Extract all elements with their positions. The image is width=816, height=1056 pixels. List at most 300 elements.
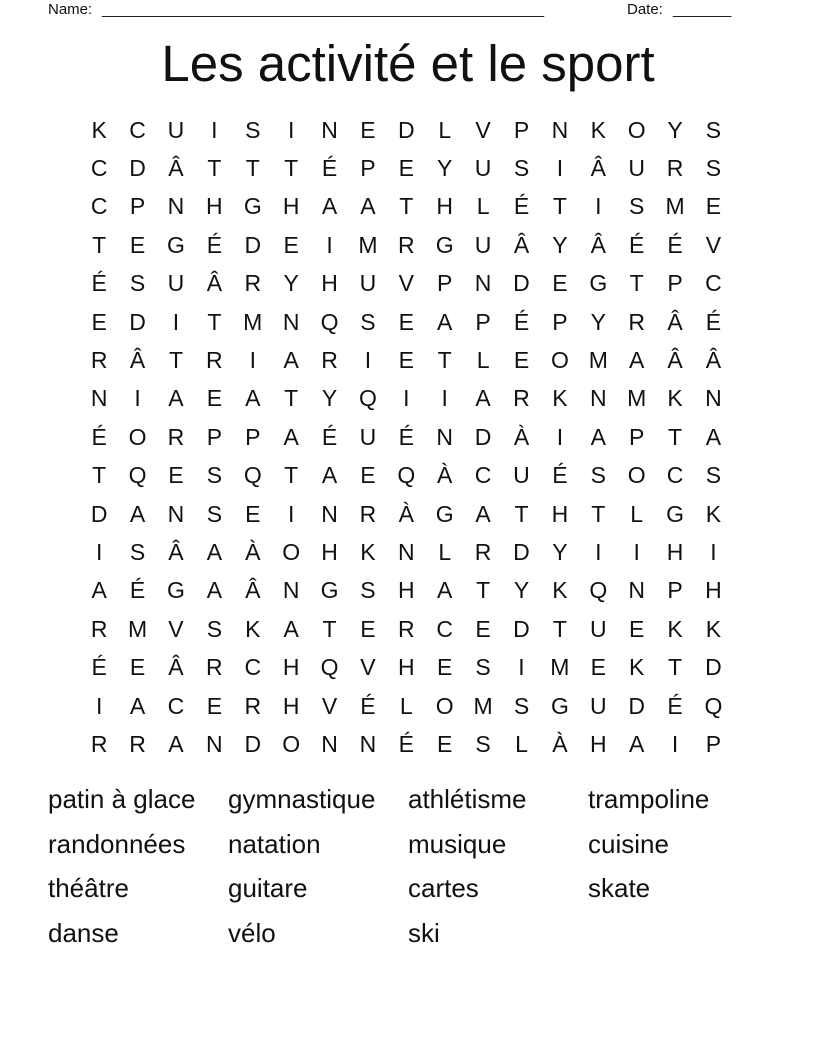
grid-letter: Y [590,308,606,335]
grid-letter: K [91,116,107,143]
grid-letter: I [364,347,372,374]
grid-letter: Q [704,692,723,719]
page-title: Les activité et le sport [161,35,655,92]
grid-letter: É [398,423,414,450]
grid-letter: S [245,116,261,143]
grid-letter: À [398,500,414,527]
grid-letter: P [206,423,223,450]
grid-letter: P [705,730,722,757]
grid-letter: Q [397,462,416,489]
grid-letter: A [129,692,146,719]
grid-letter: Â [513,231,530,258]
grid-letter: D [513,270,530,297]
grid-letter: T [668,654,683,681]
grid-letter: P [475,308,491,335]
grid-letter: H [398,654,415,681]
grid-letter: E [552,270,568,297]
grid-letter: É [321,155,338,182]
word-list-item: randonnées [48,828,186,859]
grid-letter: K [628,654,645,681]
grid-letter: N [282,308,300,335]
grid-letter: A [628,347,645,374]
grid-letter: É [91,270,107,297]
grid-letter: C [244,654,262,681]
word-list-item: musique [408,828,507,859]
grid-letter: À [245,538,261,565]
grid-letter: T [591,500,606,527]
grid-letter: O [627,462,646,489]
grid-letter: V [321,692,338,719]
word-list-item: cartes [408,873,479,903]
grid-letter: D [513,615,530,642]
grid-letter: É [360,692,376,719]
grid-letter: O [128,423,147,450]
grid-letter: N [436,423,454,450]
grid-letter: U [628,155,645,182]
grid-letter: C [474,462,492,489]
grid-letter: D [705,654,722,681]
grid-letter: N [167,193,185,220]
grid-letter: O [627,116,646,143]
grid-letter: R [206,654,223,681]
grid-letter: U [513,462,530,489]
grid-letter: A [437,308,453,335]
grid-letter: S [475,654,491,681]
grid-letter: Q [320,654,339,681]
grid-letter: A [245,385,261,412]
grid-letter: R [206,347,223,374]
grid-letter: A [206,577,223,604]
grid-letter: I [287,116,295,143]
grid-letter: I [633,538,640,565]
word-list-item: natation [228,828,321,859]
grid-letter: P [667,270,683,297]
grid-letter: N [705,385,722,412]
date-blank-line: _______ [673,1,732,18]
grid-letter: É [667,692,683,719]
word-search-grid [80,111,733,764]
grid-letter: I [710,538,717,565]
grid-letter: M [358,231,378,258]
grid-letter: I [441,385,448,412]
grid-letter: E [705,193,722,220]
grid-letter: U [474,231,492,258]
grid-letter: L [476,193,490,220]
grid-letter: S [206,462,223,489]
grid-letter: L [476,347,490,374]
grid-letter: H [321,270,338,297]
grid-letter: O [550,347,569,374]
grid-letter: M [550,654,570,681]
grid-letter: Y [552,231,568,258]
grid-letter: L [438,538,452,565]
grid-letter: E [628,615,645,642]
grid-letter: S [628,193,645,220]
grid-letter: S [513,692,530,719]
grid-letter: E [206,385,223,412]
grid-letter: N [321,500,338,527]
grid-letter: Q [128,462,147,489]
grid-letter: P [667,577,683,604]
grid-letter: D [474,423,492,450]
grid-letter: T [284,155,299,182]
grid-letter: É [321,423,338,450]
grid-letter: G [435,231,454,258]
grid-letter: Q [589,577,608,604]
grid-letter: I [403,385,410,412]
grid-letter: É [552,462,568,489]
grid-letter: Q [243,462,262,489]
grid-letter: E [398,308,414,335]
grid-letter: A [321,193,338,220]
grid-letter: Y [283,270,299,297]
word-list-item: trampoline [588,784,710,814]
grid-letter: N [206,730,223,757]
grid-letter: T [168,347,183,374]
grid-letter: L [438,116,452,143]
grid-letter: T [245,155,260,182]
grid-letter: G [435,500,454,527]
grid-letter: M [588,347,608,374]
grid-letter: Â [705,347,722,374]
grid-letter: R [666,155,684,182]
name-label: Name: [48,1,93,18]
grid-letter: É [628,231,645,258]
grid-letter: G [666,500,684,527]
grid-letter: T [284,385,299,412]
word-list-item: gymnastique [228,784,376,814]
grid-letter: C [90,155,108,182]
grid-letter: U [167,270,185,297]
word-list-item: skate [588,873,651,903]
grid-letter: H [705,577,722,604]
grid-letter: E [129,654,146,681]
grid-letter: Â [168,538,184,565]
grid-letter: H [398,577,415,604]
grid-letter: V [168,615,184,642]
grid-letter: À [437,462,453,489]
grid-letter: T [476,577,491,604]
grid-letter: C [129,116,146,143]
grid-letter: S [360,577,376,604]
grid-letter: Â [168,654,184,681]
grid-letter: G [320,577,339,604]
word-list-item: athlétisme [408,784,527,814]
grid-letter: R [628,308,645,335]
grid-letter: P [245,423,261,450]
grid-letter: E [398,347,414,374]
grid-letter: M [128,615,148,642]
grid-letter: G [550,692,569,719]
grid-letter: E [360,462,376,489]
grid-letter: R [90,730,108,757]
grid-letter: A [475,385,491,412]
grid-letter: H [436,193,454,220]
date-label: Date: [627,1,663,18]
grid-letter: E [206,692,223,719]
grid-letter: T [322,615,337,642]
grid-letter: N [167,500,185,527]
grid-letter: L [399,692,413,719]
grid-letter: V [705,231,722,258]
grid-letter: U [359,423,377,450]
grid-letter: A [705,423,722,450]
grid-letter: H [282,692,300,719]
grid-letter: U [474,155,492,182]
grid-letter: K [667,385,683,412]
grid-letter: R [398,231,415,258]
grid-letter: T [668,423,683,450]
grid-letter: R [474,538,492,565]
grid-letter: A [283,615,299,642]
grid-letter: A [628,730,645,757]
grid-letter: P [628,423,645,450]
grid-letter: Y [513,577,530,604]
grid-letter: K [705,500,722,527]
grid-letter: E [437,654,453,681]
grid-letter: C [666,462,684,489]
grid-letter: I [595,193,602,220]
grid-letter: K [360,538,376,565]
grid-letter: V [398,270,414,297]
grid-letter: T [437,347,452,374]
grid-letter: O [282,538,301,565]
grid-letter: N [628,577,645,604]
grid-letter: I [326,231,333,258]
grid-letter: N [321,116,338,143]
grid-letter: T [552,615,567,642]
grid-letter: É [513,308,530,335]
grid-letter: T [92,231,107,258]
grid-letter: E [129,231,146,258]
grid-letter: I [96,538,103,565]
grid-letter: A [168,385,184,412]
grid-letter: U [589,615,607,642]
word-list-item: danse [48,917,119,948]
grid-letter: É [705,308,722,335]
grid-letter: E [513,347,530,374]
grid-letter: U [359,270,377,297]
grid-letter: M [243,308,263,335]
grid-letter: I [595,538,602,565]
grid-letter: N [90,385,108,412]
grid-letter: I [172,308,180,335]
grid-letter: K [552,385,568,412]
grid-letter: K [705,615,722,642]
grid-letter: G [167,231,185,258]
grid-letter: D [513,538,530,565]
grid-letter: U [589,692,607,719]
grid-letter: A [91,577,107,604]
grid-letter: N [282,577,300,604]
word-list-item: cuisine [588,828,669,859]
grid-letter: R [244,692,262,719]
grid-letter: V [475,116,491,143]
grid-letter: S [206,500,223,527]
grid-letter: M [473,692,493,719]
grid-letter: S [705,155,722,182]
grid-letter: O [282,730,301,757]
grid-letter: É [91,654,107,681]
grid-letter: E [398,155,414,182]
grid-letter: S [360,308,376,335]
grid-letter: É [513,193,530,220]
grid-letter: I [556,423,564,450]
grid-letter: M [665,193,685,220]
grid-letter: M [627,385,647,412]
grid-letter: Â [667,308,683,335]
grid-letter: S [475,730,491,757]
grid-letter: N [474,270,492,297]
grid-letter: Y [552,538,568,565]
grid-letter: É [206,231,223,258]
grid-letter: E [475,615,491,642]
grid-letter: Y [667,116,683,143]
grid-letter: R [244,270,262,297]
grid-letter: E [91,308,107,335]
grid-letter: H [206,193,223,220]
grid-letter: I [96,692,103,719]
grid-letter: I [556,155,564,182]
grid-letter: A [321,462,338,489]
grid-letter: A [129,500,146,527]
grid-letter: É [91,423,107,450]
grid-letter: G [243,193,262,220]
grid-letter: S [206,615,223,642]
grid-letter: R [90,347,108,374]
word-list-item: théâtre [48,873,129,903]
grid-letter: Â [168,155,184,182]
grid-letter: D [129,155,146,182]
grid-letter: I [211,116,218,143]
grid-letter: U [167,116,185,143]
grid-letter: A [360,193,376,220]
grid-letter: P [129,193,146,220]
grid-letter: D [244,730,262,757]
grid-letter: Â [590,231,606,258]
grid-letter: A [437,577,453,604]
grid-letter: T [629,270,644,297]
grid-letter: E [245,500,261,527]
grid-letter: K [245,615,261,642]
grid-letter: N [551,116,569,143]
grid-letter: I [671,730,679,757]
grid-letter: T [92,462,107,489]
grid-letter: R [398,615,415,642]
grid-letter: D [90,500,108,527]
grid-letter: Y [437,155,453,182]
grid-letter: S [129,538,146,565]
grid-letter: T [399,193,414,220]
grid-letter: É [398,730,414,757]
grid-letter: Â [667,347,683,374]
grid-letter: E [437,730,453,757]
grid-letter: Y [321,385,338,412]
grid-letter: L [515,730,528,757]
grid-letter: N [398,538,415,565]
grid-letter: R [513,385,530,412]
grid-letter: N [321,730,338,757]
grid-letter: P [552,308,568,335]
grid-letter: I [518,654,525,681]
grid-letter: A [283,423,299,450]
grid-letter: P [437,270,453,297]
grid-letter: R [321,347,338,374]
grid-letter: D [628,692,645,719]
header [48,0,740,20]
grid-letter: C [90,193,108,220]
grid-letter: V [360,654,376,681]
grid-letter: D [129,308,146,335]
grid-letter: C [705,270,722,297]
grid-letter: E [168,462,184,489]
grid-letter: G [167,577,185,604]
grid-letter: C [436,615,454,642]
grid-letter: R [167,423,185,450]
grid-letter: H [551,500,569,527]
grid-letter: G [589,270,608,297]
grid-letter: E [283,231,299,258]
grid-letter: H [666,538,684,565]
grid-letter: É [129,577,146,604]
grid-letter: T [514,500,529,527]
grid-letter: R [90,615,108,642]
grid-letter: A [206,538,223,565]
grid-letter: H [282,193,300,220]
grid-letter: N [359,730,377,757]
grid-letter: P [360,155,376,182]
grid-letter: H [282,654,300,681]
grid-letter: N [589,385,607,412]
grid-letter: Â [590,155,606,182]
grid-letter: S [590,462,606,489]
grid-letter: Â [129,347,146,374]
grid-letter: D [244,231,262,258]
grid-letter: O [435,692,454,719]
grid-letter: Q [320,308,339,335]
grid-letter: Â [206,270,223,297]
grid-letter: P [513,116,530,143]
word-list-item: vélo [228,917,276,948]
grid-letter: A [168,730,184,757]
grid-letter: É [667,231,683,258]
grid-letter: D [398,116,415,143]
grid-letter: Â [245,577,261,604]
grid-letter: T [207,308,222,335]
grid-letter: Q [358,385,377,412]
grid-letter: E [360,116,376,143]
grid-letter: H [589,730,607,757]
grid-letter: R [359,500,377,527]
grid-letter: K [552,577,568,604]
grid-letter: E [360,615,376,642]
name-blank-line: _____________________________________________________ [102,1,545,18]
grid-letter: S [705,462,722,489]
grid-letter: T [284,462,299,489]
word-list-item: patin à glace [48,784,196,814]
grid-letter: R [129,730,146,757]
grid-letter: S [705,116,722,143]
grid-letter: C [167,692,185,719]
grid-letter: T [552,193,567,220]
grid-letter: A [590,423,606,450]
grid-letter: À [552,730,568,757]
grid-letter: T [207,155,222,182]
grid-letter: L [630,500,644,527]
word-list [48,781,768,959]
grid-letter: I [249,347,256,374]
grid-letter: S [129,270,146,297]
